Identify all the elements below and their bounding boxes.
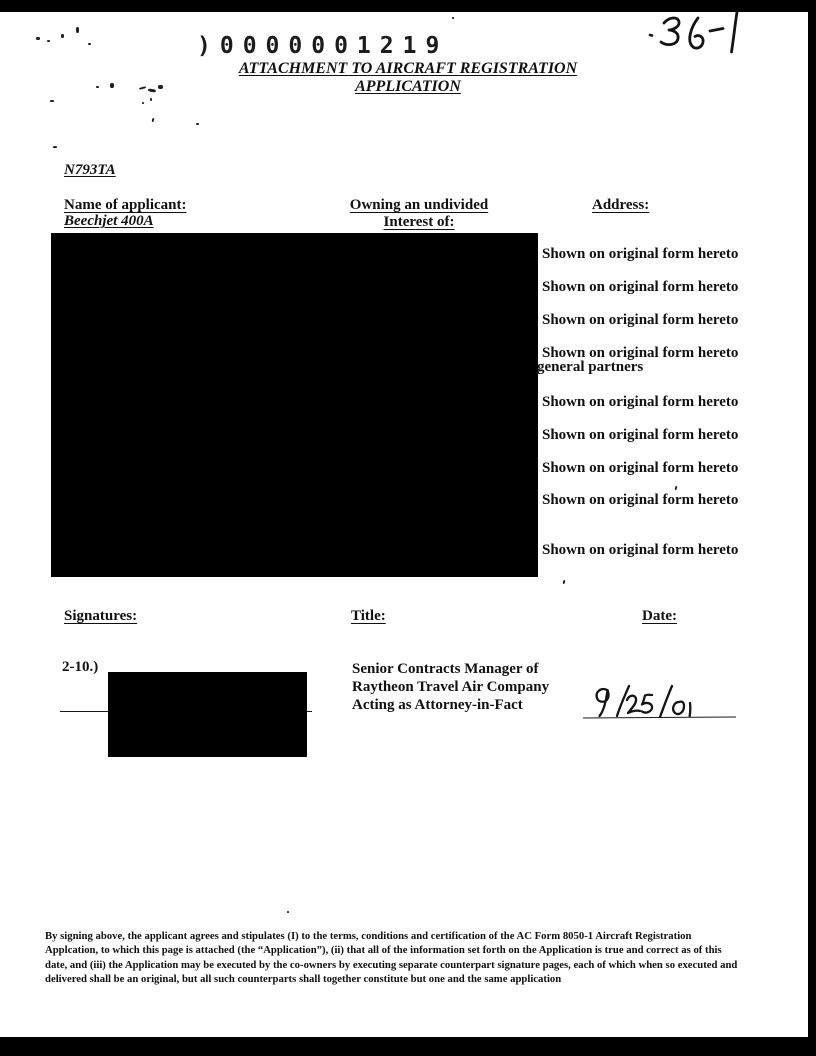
address-row: Shown on original form hereto xyxy=(542,246,739,262)
footer-legal-paragraph xyxy=(45,929,737,986)
scan-speck xyxy=(36,37,40,40)
title-label: Title: xyxy=(351,608,386,624)
date-label: Date: xyxy=(642,608,677,624)
scan-speck xyxy=(563,580,566,584)
scan-speck xyxy=(150,98,152,101)
address-row: Shown on original form hereto xyxy=(542,427,739,443)
redaction-block-applicants xyxy=(51,233,538,577)
scan-speck xyxy=(452,17,454,19)
signature-item-range: 2-10.) xyxy=(62,659,99,675)
address-row: Shown on original form hereto xyxy=(542,394,739,410)
handwritten-page-annotation xyxy=(642,6,754,60)
scan-speck xyxy=(287,911,289,913)
document-title-line2: APPLICATION xyxy=(355,78,461,95)
stamped-document-number: )0000001219 xyxy=(197,33,449,59)
column-header-interest xyxy=(334,197,504,231)
scan-speck xyxy=(158,85,163,89)
address-row: Shown on original form hereto xyxy=(542,542,739,558)
document-title xyxy=(0,60,816,96)
signer-title-line1: Senior Contracts Manager of xyxy=(352,661,539,677)
scan-speck xyxy=(152,118,155,122)
signer-title-line2: Raytheon Travel Air Company xyxy=(352,679,550,695)
scan-speck xyxy=(88,43,91,45)
column-header-interest-line1: Owning an undivided xyxy=(349,197,489,213)
signer-title-block xyxy=(352,660,549,714)
footer-line3: date, and (iii) the Application may be executed by the co-owners by executing separate counterpart signature pages, each of which when so executed and xyxy=(45,958,738,971)
scan-speck xyxy=(50,100,54,102)
signatures-label: Signatures: xyxy=(64,608,138,624)
footer-line1: By signing above, the applicant agrees and stipulates (I) to the terms, conditions and certification of the AC Form 8050-1 Aircraft Registration xyxy=(45,930,692,942)
scan-edge-bar-bottom xyxy=(0,1037,816,1056)
partner-note: general partners xyxy=(537,359,644,375)
address-row: Shown on original form hereto xyxy=(542,312,739,328)
column-header-interest-line2: Interest of: xyxy=(383,214,455,230)
signer-title-line3: Acting as Attorney-in-Fact xyxy=(352,697,523,713)
document-title-line1: ATTACHMENT TO AIRCRAFT REGISTRATION xyxy=(238,60,578,77)
scan-speck xyxy=(142,102,144,104)
scan-speck xyxy=(61,34,64,38)
column-header-address: Address: xyxy=(592,197,650,213)
scan-speck xyxy=(47,40,50,42)
address-row: Shown on original form hereto xyxy=(542,345,739,361)
address-row: Shown on original form hereto xyxy=(542,460,739,476)
redaction-block-signature xyxy=(108,672,307,757)
scan-speck xyxy=(196,123,199,125)
footer-line4: delivered shall be an original, but all such counterparts shall together constitute but one and the same application xyxy=(45,972,562,985)
aircraft-model: Beechjet 400A xyxy=(64,213,154,229)
aircraft-tail-number: N793TA xyxy=(64,162,116,178)
scan-speck xyxy=(53,146,57,148)
address-row: Shown on original form hereto xyxy=(542,492,739,508)
scan-speck xyxy=(110,83,114,88)
address-row: Shown on original form hereto xyxy=(542,279,739,295)
scan-speck xyxy=(76,27,79,33)
scan-speck xyxy=(96,86,99,88)
scan-speck xyxy=(675,486,678,490)
column-header-applicant: Name of applicant: xyxy=(64,197,187,213)
footer-line2: Applcation, to which this page is attached (the “Application”), (ii) that all of the information set forth on the Application is true and correct as of this xyxy=(45,944,722,957)
scan-edge-bar-right xyxy=(808,0,816,1056)
